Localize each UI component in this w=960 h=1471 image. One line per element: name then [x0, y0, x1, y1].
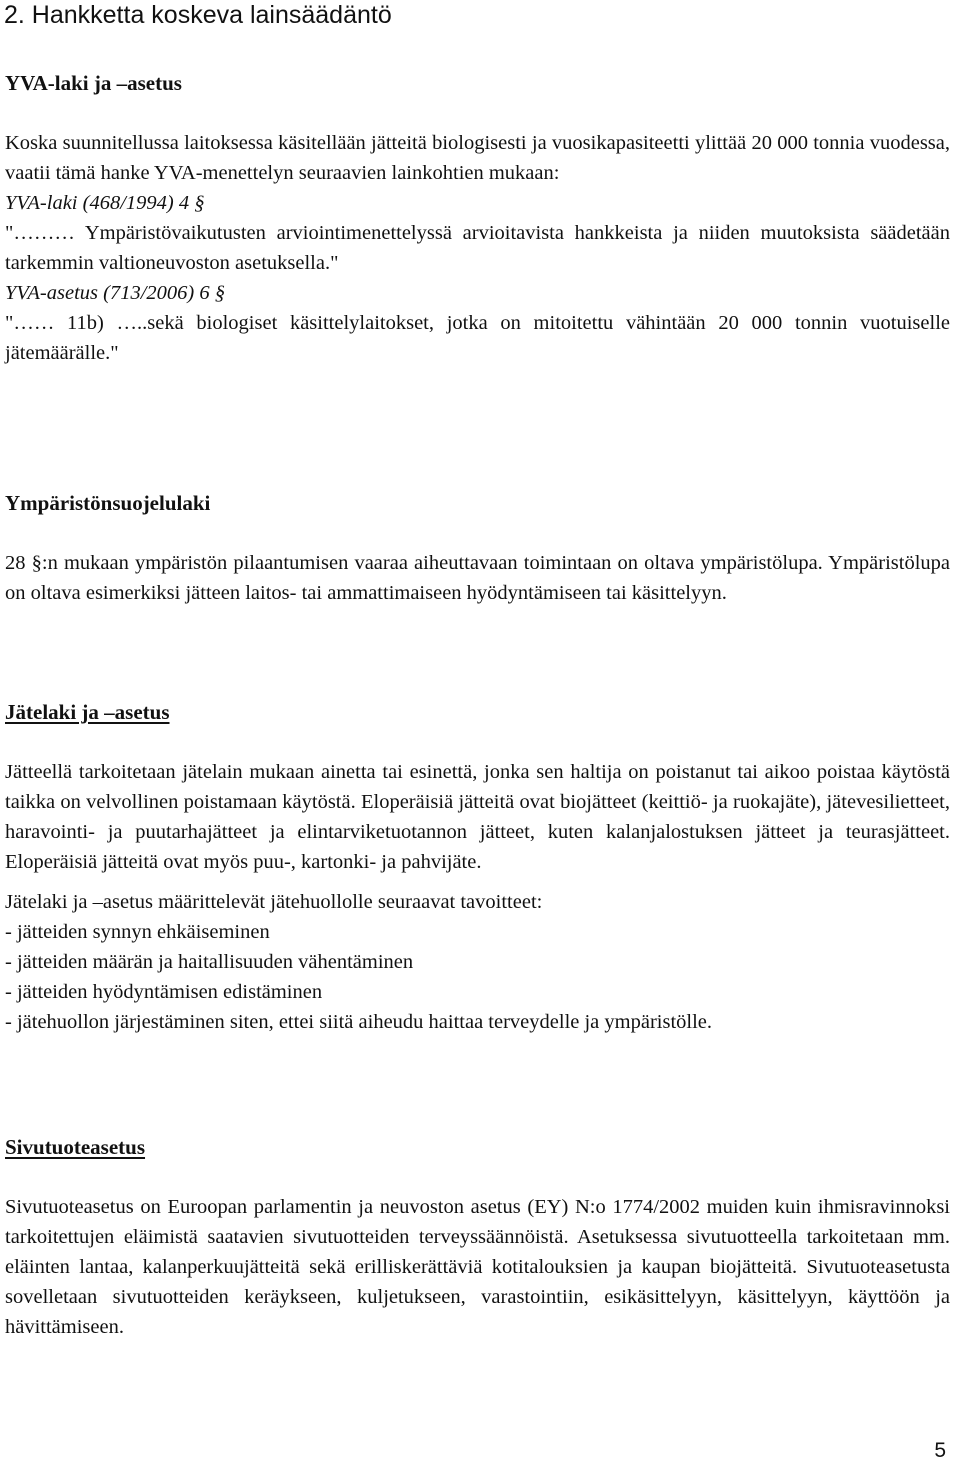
yva-decree-quote: "…… 11b) …..sekä biologiset käsittelylaitokset, jotka on mitoitettu vähintään 20 000 tonnin vuotuiselle jätemäärälle."	[5, 312, 950, 364]
jatelaki-goals-intro: Jätelaki ja –asetus määrittelevät jätehuollolle seuraavat tavoitteet:	[5, 891, 543, 913]
jatelaki-heading: Jätelaki ja –asetus	[5, 700, 170, 724]
sivutuote-heading: Sivutuoteasetus	[5, 1135, 146, 1159]
yva-heading: YVA-laki ja –asetus	[5, 71, 182, 95]
yva-law-quote: "……… Ympäristövaikutusten arviointimenettelyssä arvioitavista hankkeista ja niiden muutoksista säädetään tarkemmin valtioneuvoston asetuksella."	[5, 222, 950, 274]
page-number: 5	[934, 1439, 946, 1462]
jatelaki-goal-item: - jätteiden hyödyntämisen edistäminen	[5, 981, 323, 1003]
ysl-paragraph: 28 §:n mukaan ympäristön pilaantumisen vaaraa aiheuttavaan toimintaan on oltava ympäristölupa. Ympäristölupa on oltava esimerkiksi jätteen laitos- tai ammattimaiseen hyödyntämiseen tai käsittelyyn.	[5, 552, 950, 604]
chapter-title: 2. Hankketta koskeva lainsäädäntö	[4, 1, 392, 29]
jatelaki-goal-item: - jätteiden määrän ja haitallisuuden vähentäminen	[5, 951, 414, 973]
yva-law-reference: YVA-laki (468/1994) 4 §	[5, 192, 205, 214]
yva-decree-reference: YVA-asetus (713/2006) 6 §	[5, 282, 225, 304]
yva-intro-paragraph: Koska suunnitellussa laitoksessa käsitellään jätteitä biologisesti ja vuosikapasiteetti ylittää 20 000 tonnia vuodessa, vaatii tämä hanke YVA-menettelyn seuraavien lainkohtien mukaan:	[5, 132, 950, 184]
section-jatelaki	[5, 697, 950, 1037]
jatelaki-goal-item: - jätehuollon järjestäminen siten, ettei siitä aiheudu haittaa terveydelle ja ympäristölle.	[5, 1011, 713, 1033]
ysl-heading: Ympäristönsuojelulaki	[5, 491, 211, 515]
section-yva	[5, 68, 950, 368]
section-ysl	[5, 488, 950, 608]
sivutuote-paragraph: Sivutuoteasetus on Euroopan parlamentin ja neuvoston asetus (EY) N:o 1774/2002 muiden kuin ihmisravinnoksi tarkoitettujen eläimistä saatavien sivutuotteiden terveyssäännöistä. Asetuksessa sivutuotteella tarkoitetaan mm. eläinten lantaa, kalanperkuujätteitä sekä erilliskerättäviä kotitalouksien ja kaupan biojätteitä. Sivutuoteasetusta sovelletaan sivutuotteiden keräykseen, kuljetukseen, varastointiin, esikäsittelyyn, käsittelyyn, käyttöön ja hävittämiseen.	[5, 1196, 950, 1338]
jatelaki-goal-item: - jätteiden synnyn ehkäiseminen	[5, 921, 270, 943]
jatelaki-paragraph: Jätteellä tarkoitetaan jätelain mukaan ainetta tai esinettä, jonka sen haltija on poistanut tai aikoo poistaa käytöstä taikka on velvollinen poistamaan käytöstä. Eloperäisiä jätteitä ovat biojätteet (keittiö- ja ruokajäte), jätevesilietteet, haravointi- ja puutarhajätteet ja elintarviketuotannon jätteet, kuten kalanjalostuksen jätteet ja teurasjätteet. Eloperäisiä jätteitä ovat myös puu-, kartonki- ja pahvijäte.	[5, 761, 950, 873]
section-sivutuote	[5, 1132, 950, 1342]
